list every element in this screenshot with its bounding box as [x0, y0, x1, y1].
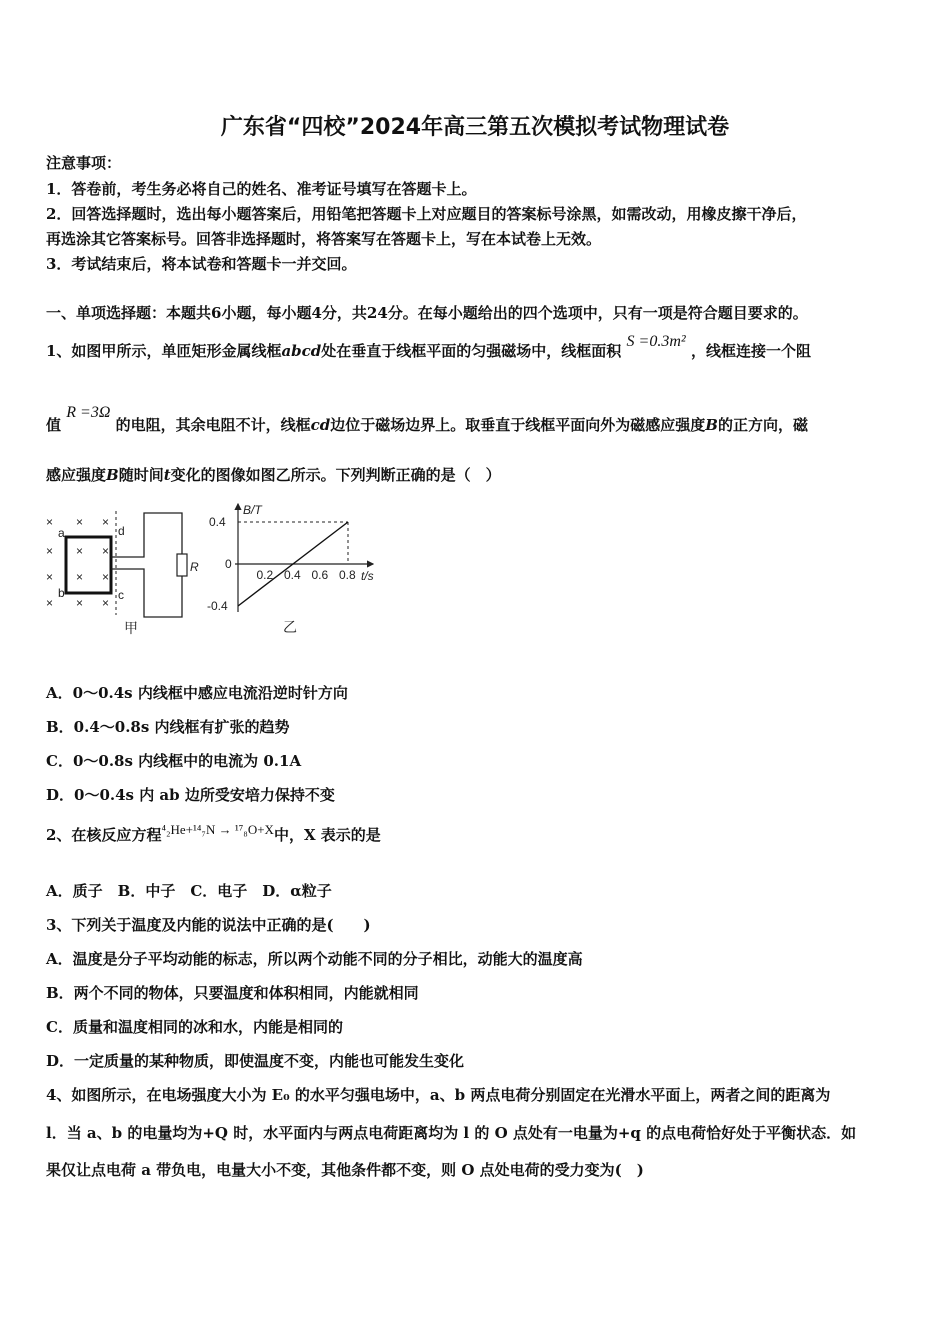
q1-text: 处在垂直于线框平面的匀强磁场中，线框面积 — [321, 342, 622, 360]
q1-text: 的正方向，磁 — [717, 416, 808, 434]
q1-B: B — [106, 466, 119, 484]
x-tick-label: 0.8 — [339, 568, 356, 582]
q1-B: B — [705, 416, 718, 434]
q3-option-c: C．质量和温度相同的冰和水，内能是相同的 — [46, 1018, 343, 1036]
q1-text: 变化的图像如图乙所示。下列判断正确的是（ ） — [170, 466, 501, 484]
notice-item-3: 3．考试结束后，将本试卷和答题卡一并交回。 — [46, 255, 357, 273]
cross-mark: × — [76, 544, 84, 558]
q1-text: 的电阻，其余电阻不计，线框 — [115, 416, 311, 434]
q2-stem — [46, 824, 381, 845]
cross-mark: × — [102, 544, 110, 558]
q1-text: 随时间 — [118, 466, 164, 484]
q1-line-2 — [46, 404, 808, 435]
notice-item-1: 1．答卷前，考生务必将自己的姓名、准考证号填写在答题卡上。 — [46, 180, 477, 198]
q1-text: ，线框连接一个阻 — [690, 342, 811, 360]
notice-item-2: 2．回答选择题时，选出每小题答案后，用铅笔把答题卡上对应题目的答案标号涂黑，如需改动，用橡皮擦干净后， — [46, 205, 807, 223]
page-title: 广东省“四校”2024年高三第五次模拟考试物理试卷 — [220, 115, 730, 140]
x-tick-label: 0.2 — [256, 568, 274, 582]
y-tick-label: 0.4 — [209, 515, 226, 529]
y-tick-label: -0.4 — [207, 599, 228, 613]
label-a: a — [58, 526, 65, 540]
x-axis-label: t/s — [361, 569, 374, 583]
q3-option-b: B．两个不同的物体，只要温度和体积相同，内能就相同 — [46, 984, 419, 1002]
q1-t: t — [163, 466, 171, 484]
q1-text: 感应强度 — [46, 466, 107, 484]
q1-line-3 — [46, 464, 501, 485]
q1-option-c: C．0～0.8s 内线框中的电流为 0.1A — [46, 752, 302, 770]
q1-option-a: A．0～0.4s 内线框中感应电流沿逆时针方向 — [46, 684, 348, 702]
q1-line-1 — [46, 333, 811, 361]
notice-item-2-cont: 再选涂其它答案标号。回答非选择题时，将答案写在答题卡上，写在本试卷上无效。 — [46, 230, 602, 248]
q1-option-d: D．0～0.4s 内 ab 边所受安培力保持不变 — [46, 786, 335, 804]
formula-area: S =0.3m² — [626, 333, 686, 350]
nuclear-equation: ⁴₂He+¹⁴₇N → ¹⁷₈O+X — [161, 822, 274, 837]
cross-mark: × — [102, 596, 110, 610]
q3-option-d: D．一定质量的某种物质，即使温度不变，内能也可能发生变化 — [46, 1052, 465, 1070]
section-heading: 一、单项选择题：本题共6小题，每小题4分，共24分。在每小题给出的四个选项中，只有一项是符合题目要求的。 — [46, 304, 808, 322]
notice-heading: 注意事项： — [46, 154, 122, 172]
q2-options: A．质子 B．中子 C．电子 D．α粒子 — [46, 882, 332, 900]
figure-caption-yi: 乙 — [283, 619, 297, 635]
label-r: R — [190, 560, 199, 574]
q1-text: 1、如图甲所示，单匝矩形金属线框 — [46, 342, 282, 360]
label-b: b — [58, 586, 65, 600]
q2-text: 2、在核反应方程 — [46, 826, 162, 844]
y-axis-label: B/T — [243, 503, 262, 517]
cross-mark: × — [76, 596, 84, 610]
figure-jia — [40, 505, 200, 640]
x-tick-label: 0.6 — [311, 568, 329, 582]
q1-option-b: B．0.4～0.8s 内线框有扩张的趋势 — [46, 718, 290, 736]
q1-text: 值 — [46, 416, 62, 434]
figure-yi-chart — [205, 500, 395, 640]
cross-mark: × — [102, 570, 110, 584]
cross-mark: × — [76, 570, 84, 584]
resistor — [177, 554, 187, 576]
x-tick-label: 0.4 — [284, 568, 301, 582]
q4-line-1: 4、如图所示，在电场强度大小为 E₀ 的水平匀强电场中，a、b 两点电荷分别固定在光滑水平面上，两者之间的距离为 — [46, 1086, 831, 1104]
cross-mark: × — [76, 515, 84, 529]
cross-mark: × — [102, 515, 110, 529]
cross-mark: × — [46, 596, 54, 610]
cross-mark: × — [46, 570, 54, 584]
figure-caption-jia: 甲 — [124, 620, 138, 636]
q3-stem: 3、下列关于温度及内能的说法中正确的是( ) — [46, 916, 371, 934]
cross-mark: × — [46, 544, 54, 558]
q3-option-a: A．温度是分子平均动能的标志，所以两个动能不同的分子相比，动能大的温度高 — [46, 950, 583, 968]
q1-text: 边位于磁场边界上。取垂直于线框平面向外为磁感应强度 — [330, 416, 706, 434]
label-c: c — [118, 588, 124, 602]
q2-text: 中，X 表示的是 — [273, 826, 381, 844]
origin-label: 0 — [225, 557, 232, 571]
q1-cd: cd — [310, 416, 331, 434]
label-d: d — [118, 524, 125, 538]
cross-mark: × — [46, 515, 54, 529]
q4-line-3: 果仅让点电荷 a 带负电，电量大小不变，其他条件都不变，则 O 点处电荷的受力变为( ) — [46, 1161, 644, 1179]
q4-line-2: l．当 a、b 的电量均为+Q 时，水平面内与两点电荷距离均为 l 的 O 点处有一电量为+q 的点电荷恰好处于平衡状态．如 — [46, 1124, 857, 1142]
formula-resistance: R =3Ω — [66, 404, 111, 421]
q1-abcd: abcd — [281, 342, 322, 360]
